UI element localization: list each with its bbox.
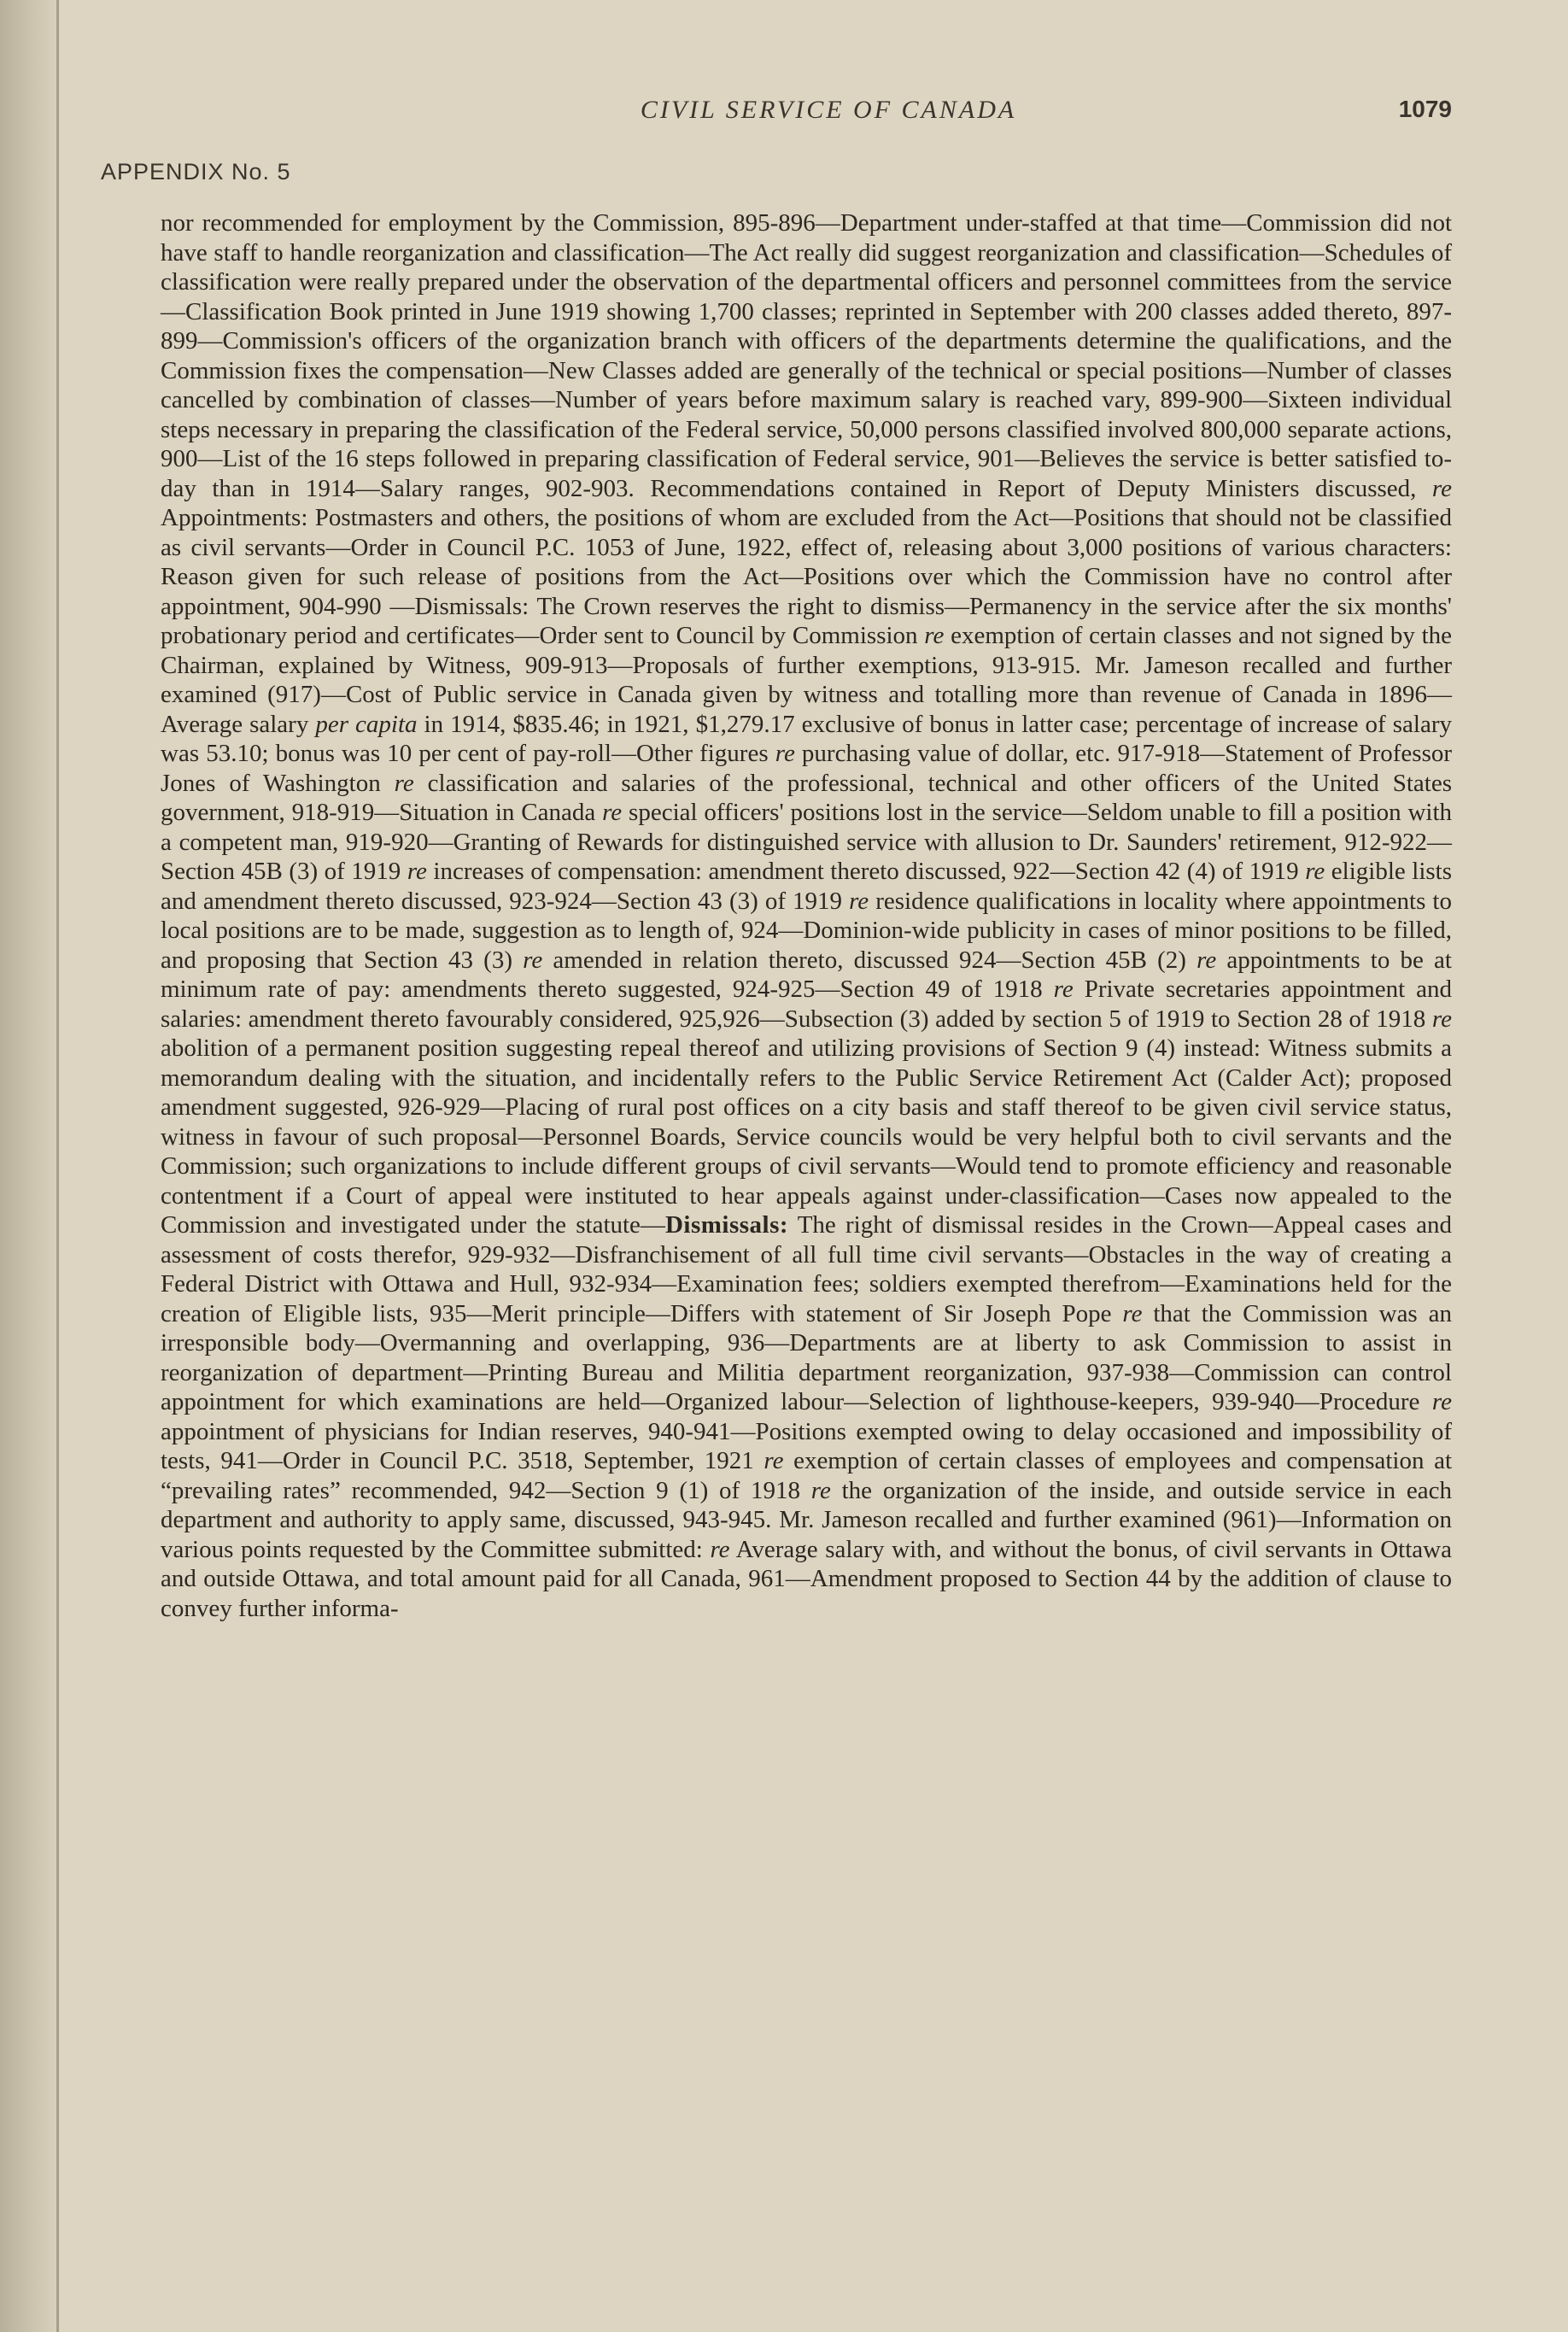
text-run: eligible lists and amendment thereto discussed, 923-924—Section 43 (3) of 1919 xyxy=(161,858,1453,915)
italic-run: re xyxy=(1053,976,1074,1003)
text-run: Appointments: Postmasters and others, the positions of whom are excluded from the Act—Positions that should not be classified as civil servants—Order in Council P.C. 1053 of June, 1922, effect of, releasing about 3,000 positions of various characters: Reason given for such release of positions from the Act—Positions over which the Commission have no control after appointment, 904-990 —Dismissals: The Crown reserves the right to dismiss—Permanency in the service after the six months' probationary period and certificates—Order sent to Council by Commission xyxy=(161,504,1452,649)
body-paragraph xyxy=(161,208,1452,1623)
text-run: Average salary with, and without the bonus, of civil servants in Ottawa and outside Ottawa, and total amount paid for all Canada, 961—Amendment proposed to Section 44 by the addition of clause to convey further informa- xyxy=(161,1535,1452,1622)
text-run: nor recommended for employment by the Commission, 895-896—Department under-staffed at that time—Commission did not have staff to handle reorganization and classification—The Act really did suggest reorganization and classification—Schedules of classification were really prepared under the observation of the departmental officers and personnel committees from the service—Classification Book printed in June 1919 showing 1,700 classes; reprinted in September with 200 classes added thereto, 897-899—Commission's officers of the organization branch with officers of the departments determine the qualifications, and the Commission fixes the compensation—New Classes added are generally of the technical or special positions—Number of classes cancelled by combination of classes—Number of years before maximum salary is reached vary, 899-900—Sixteen individual steps necessary in preparing the classification of the Federal service, 50,000 persons classified involved 800,000 separate actions, 900—List of the 16 steps followed in preparing classification of Federal service, 901—Believes the service is better satisfied to-day than in 1914—Salary ranges, 902-903. Recommendations contained in Report of Deputy Ministers discussed, xyxy=(161,209,1452,502)
text-run: abolition of a permanent position suggesting repeal thereof and utilizing provisions of Section 9 (4) instead: Witness submits a memorandum dealing with the situation, and incidentally refers to the Public Service Retirement Act (Calder Act); proposed amendment suggested, 926-929—Placing of rural post offices on a city basis and staff thereof to be given civil service status, witness in favour of such proposal—Personnel Boards, Service councils would be very helpful both to civil servants and the Commission; such organizations to include different groups of civil servants—Would tend to promote efficiency and reasonable contentment if a Court of appeal were instituted to hear appeals against under-classification—Cases now appealed to the Commission and investigated under the statute— xyxy=(161,1034,1452,1239)
italic-run: re xyxy=(407,858,427,885)
italic-run: per capita xyxy=(315,710,418,738)
text-run: Private secretaries appointment and salaries: amendment thereto favourably considered, 925,926—Subsection (3) added by section 5 of 1919 to Section 28 of 1918 xyxy=(161,976,1452,1033)
italic-run: re xyxy=(1122,1299,1143,1327)
italic-run: re xyxy=(602,799,623,826)
page-number: 1079 xyxy=(1398,96,1452,122)
italic-run: re xyxy=(1305,858,1325,885)
text-run: the organization of the inside, and outside service in each department and authority to apply same, discussed, 943-945. Mr. Jameson recalled and further examined (961)—Information on various points requested by the Committee submitted: xyxy=(161,1476,1452,1563)
paragraph-text xyxy=(161,208,1452,1623)
italic-run: re xyxy=(1431,474,1452,502)
italic-run: re xyxy=(810,1476,831,1504)
italic-run: re xyxy=(523,946,543,974)
text-run: increases of compensation: amendment thereto discussed, 922—Section 42 (4) of 1919 xyxy=(426,858,1306,885)
text-run: that the Commission was an irresponsible body—Overmanning and overlapping, 936—Departments are at liberty to ask Commission to assist in reorganization of department—Printing Bureau and Militia department reorganization, 937-938—Commission can control appointment for which examinations are held—Organized labour—Selection of lighthouse-keepers, 939-940—Procedure xyxy=(161,1299,1452,1415)
italic-run: re xyxy=(1431,1005,1452,1033)
italic-run: re xyxy=(924,622,945,649)
binding-gutter xyxy=(0,0,60,2332)
text-run: exemption of certain classes and not signed by the Chairman, explained by Witness, 909-913—Proposals of further exemptions, 913-915. Mr. Jameson recalled and further examined (917)—Cost of Public service in Canada given by witness and totalling more than revenue of Canada in 1896—Average salary xyxy=(161,622,1452,738)
text-run: exemption of certain classes of employees and compensation at “prevailing rates” recommended, 942—Section 9 (1) of 1918 xyxy=(161,1447,1453,1504)
text-run: appointment of physicians for Indian reserves, 940-941—Positions exempted owing to delay occasioned and impossibility of tests, 941—Order in Council P.C. 3518, September, 1921 xyxy=(161,1417,1452,1474)
italic-run: re xyxy=(849,887,869,915)
text-run: amended in relation thereto, discussed 924—Section 45B (2) xyxy=(542,946,1197,974)
text-run: residence qualifications in locality where appointments to local positions are to be made, suggestion as to length of, 924—Dominion-wide publicity in cases of minor positions to be filled, and proposing that Section 43 (3) xyxy=(161,887,1452,974)
text-run: purchasing value of dollar, etc. 917-918—Statement of Professor Jones of Washington xyxy=(161,740,1453,797)
italic-run: re xyxy=(775,740,795,767)
text-run: The right of dismissal resides in the Crown—Appeal cases and assessment of costs therefor, 929-932—Disfranchisement of all full time civil servants—Obstacles in the way of creating a Federal District with Ottawa and Hull, 932-934—Examination fees; soldiers exempted therefrom—Examinations held for the creation of Eligible lists, 935—Merit principle—Differs with statement of Sir Joseph Pope xyxy=(161,1211,1452,1327)
italic-run: re xyxy=(764,1447,784,1474)
running-head: CIVIL SERVICE OF CANADA xyxy=(640,96,1017,124)
text-run: special officers' positions lost in the service—Seldom unable to fill a position with a competent man, 919-920—Granting of Rewards for distinguished service with allusion to Dr. Saunders' retirement, 912-922—Section 45B (3) of 1919 xyxy=(161,799,1453,885)
italic-run: re xyxy=(710,1535,730,1563)
italic-run: re xyxy=(394,769,414,797)
italic-run: re xyxy=(1196,946,1217,974)
text-run: in 1914, $835.46; in 1921, $1,279.17 exclusive of bonus in latter case; percentage of increase of salary was 53.10; bonus was 10 per cent of pay-roll—Other figures xyxy=(161,710,1452,767)
appendix-label: APPENDIX No. 5 xyxy=(101,159,291,185)
italic-run: re xyxy=(1431,1388,1452,1415)
text-run: appointments to be at minimum rate of pay: amendments thereto suggested, 924-925—Section 49 of 1918 xyxy=(161,946,1452,1003)
text-run: classification and salaries of the professional, technical and other officers of the United States government, 918-919—Situation in Canada xyxy=(161,769,1453,826)
binding-edge xyxy=(56,0,59,2332)
bold-run: Dismissals: xyxy=(664,1211,789,1239)
